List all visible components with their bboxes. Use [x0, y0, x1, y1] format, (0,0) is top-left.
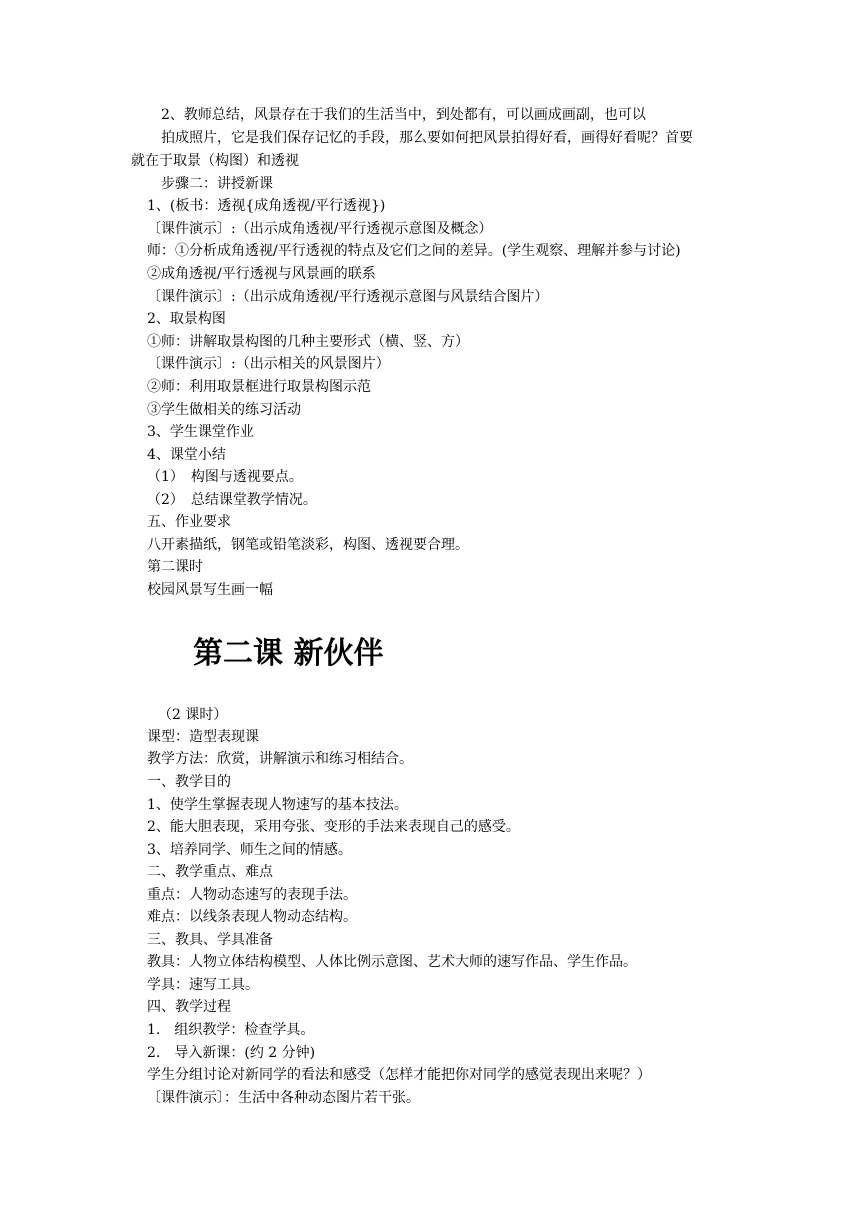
text-line: 难点：以线条表现人物动态结构。: [147, 909, 357, 925]
text-line: 校园风景写生画一幅: [147, 582, 273, 598]
text-line: 四、教学过程: [147, 999, 231, 1015]
text-line: 〔课件演示〕：生活中各种动态图片若干张。: [147, 1090, 420, 1106]
text-line: 〔课件演示〕:（出示成角透视/平行透视示意图与风景结合图片）: [147, 289, 549, 305]
text-line: 教具：人物立体结构模型、人体比例示意图、艺术大师的速写作品、学生作品。: [147, 954, 637, 970]
text-line: 教学方法：欣赏，讲解演示和练习相结合。: [147, 751, 413, 767]
text-line: 1. 组织教学：检查学具。: [147, 1022, 315, 1038]
text-line: 2、取景构图: [147, 311, 226, 327]
text-line: 一、教学目的: [147, 774, 231, 790]
text-line: ②成角透视/平行透视与风景画的联系: [147, 266, 376, 282]
text-line: 〔课件演示〕:（出示相关的风景图片）: [147, 356, 390, 372]
text-line: 1、使学生掌握表现人物速写的基本技法。: [147, 797, 408, 813]
text-line: 重点：人物动态速写的表现手法。: [147, 887, 357, 903]
text-line: 〔课件演示〕:（出示成角透视/平行透视示意图及概念）: [147, 221, 493, 237]
text-line: 1、(板书：透视{成角透视/平行透视}): [147, 198, 386, 214]
text-line: 三、教具、学具准备: [147, 932, 273, 948]
text-line: ①师：讲解取景构图的几种主要形式（横、竖、方）: [147, 334, 469, 350]
text-line: 4、课堂小结: [147, 447, 226, 463]
text-line: 学生分组讨论对新同学的看法和感受（怎样才能把你对同学的感觉表现出来呢？）: [147, 1067, 651, 1083]
text-line: 学具：速写工具。: [147, 977, 259, 993]
text-line: （2） 总结课堂教学情况。: [147, 492, 317, 508]
text-line: （2 课时）: [158, 707, 228, 723]
text-line: 3、学生课堂作业: [147, 424, 254, 440]
text-line: 课型：造型表现课: [147, 729, 259, 745]
text-line: 五、作业要求: [147, 514, 231, 530]
text-line: 2、教师总结，风景存在于我们的生活当中，到处都有，可以画成画副，也可以: [161, 107, 646, 123]
text-line: 步骤二：讲授新课: [161, 176, 273, 192]
text-line: 八开素描纸，钢笔或铅笔淡彩，构图、透视要合理。: [147, 537, 469, 553]
text-line: 就在于取景（构图）和透视: [131, 153, 299, 169]
text-line: 2. 导入新课：(约 2 分钟): [147, 1045, 316, 1061]
text-line: 2、能大胆表现，采用夸张、变形的手法来表现自己的感受。: [147, 819, 520, 835]
text-line: （1） 构图与透视要点。: [147, 469, 303, 485]
text-line: ②师：利用取景框进行取景构图示范: [147, 379, 371, 395]
text-line: 3、培养同学、师生之间的情感。: [147, 842, 352, 858]
text-line: 二、教学重点、难点: [147, 864, 273, 880]
lesson-heading: 第二课 新伙伴: [193, 636, 384, 671]
text-line: 师：①分析成角透视/平行透视的特点及它们之间的差异。(学生观察、理解并参与讨论): [147, 243, 681, 259]
text-line: ③学生做相关的练习活动: [147, 402, 301, 418]
text-line: 拍成照片，它是我们保存记忆的手段，那么要如何把风景拍得好看，画得好看呢？首要: [161, 130, 693, 146]
text-line: 第二课时: [147, 559, 203, 575]
